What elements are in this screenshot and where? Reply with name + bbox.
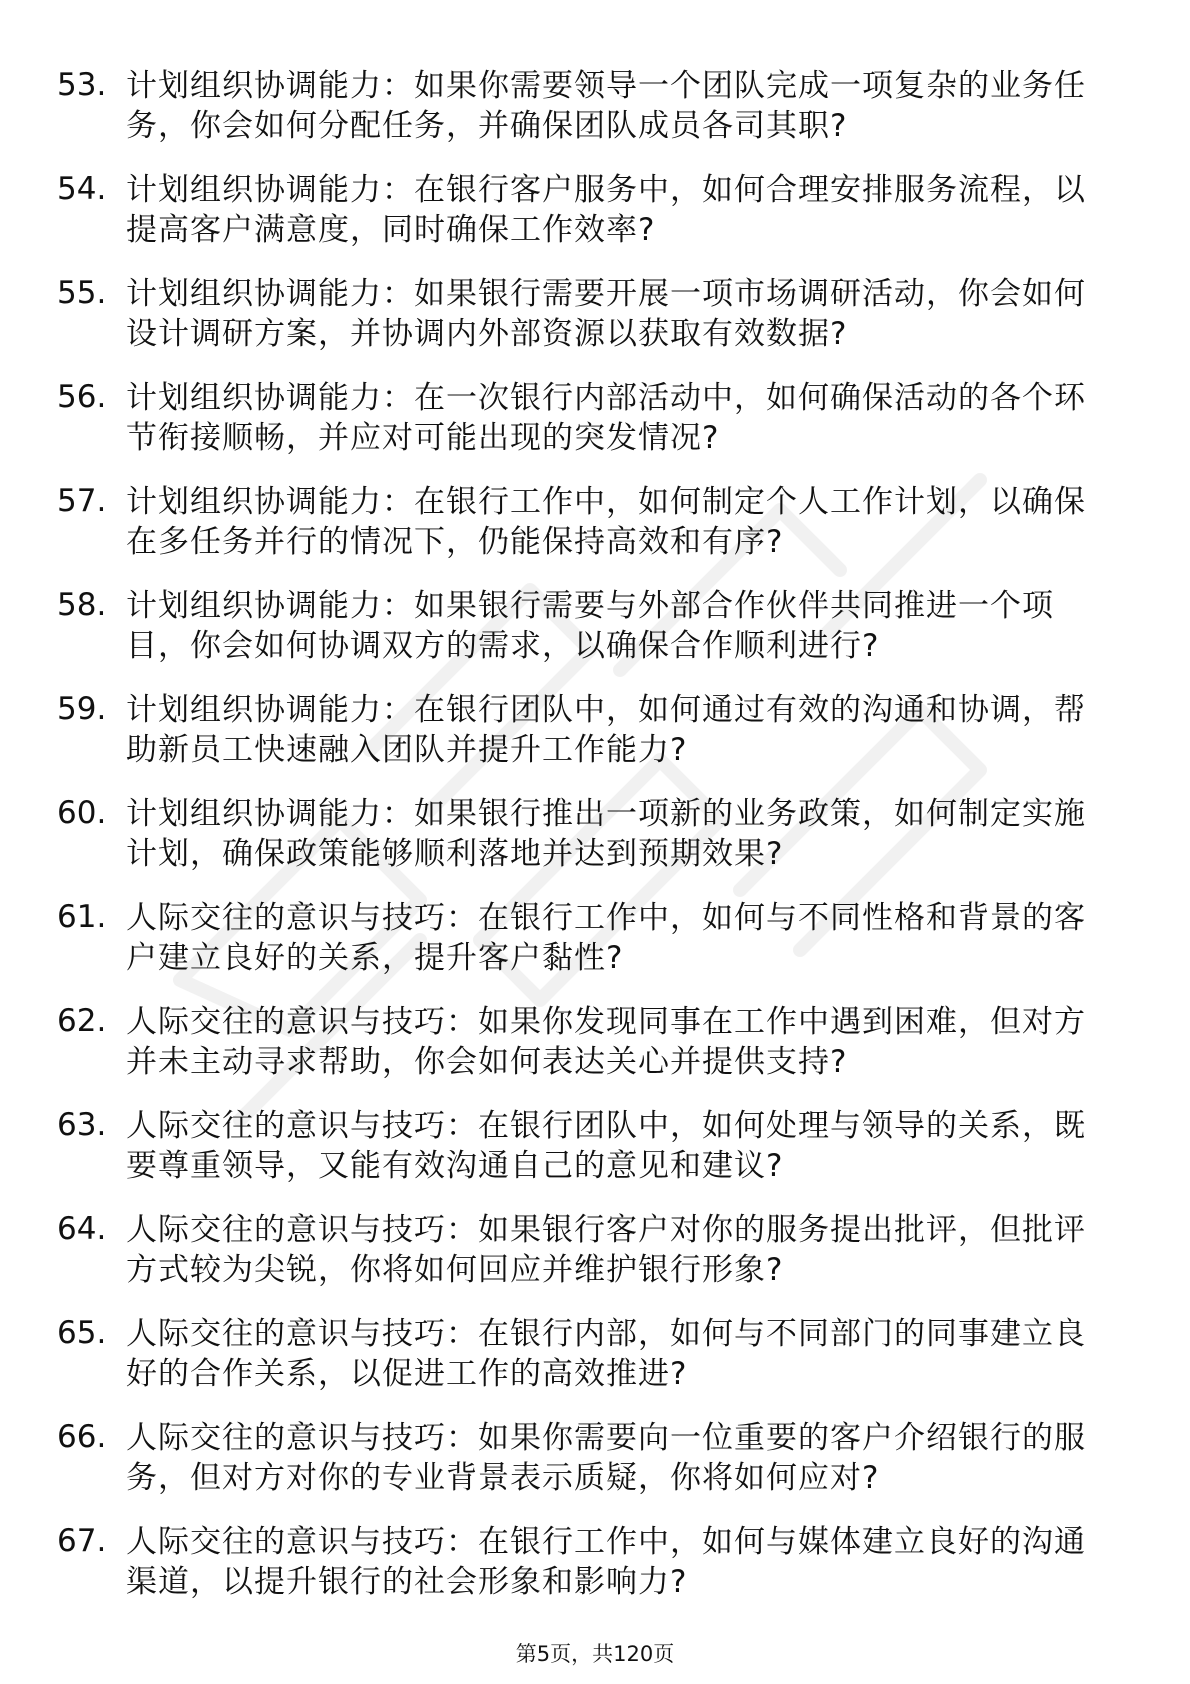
question-number: 67. [57,1523,107,1559]
question-text: 人际交往的意识与技巧：在银行团队中，如何处理与领导的关系，既要尊重领导，又能有效沟通自己的意见和建议? [126,1108,1086,1184]
question-list [0,66,1190,1626]
list-item [0,1002,1190,1106]
list-item [0,1522,1190,1626]
question-text: 计划组织协调能力：在一次银行内部活动中，如何确保活动的各个环节衔接顺畅，并应对可能出现的突发情况? [126,380,1086,456]
list-item [0,1418,1190,1522]
list-item [0,66,1190,170]
question-number: 57. [57,483,107,519]
page-indicator: 第5页，共120页 [515,1642,675,1666]
list-item [0,482,1190,586]
question-number: 54. [57,171,107,207]
question-text: 计划组织协调能力：如果银行推出一项新的业务政策，如何制定实施计划，确保政策能够顺利落地并达到预期效果? [126,796,1086,872]
question-number: 66. [57,1419,107,1455]
page-footer [0,1641,1190,1667]
question-number: 64. [57,1211,107,1247]
question-number: 65. [57,1315,107,1351]
list-item [0,274,1190,378]
question-number: 59. [57,691,107,727]
question-number: 63. [57,1107,107,1143]
list-item [0,690,1190,794]
question-text: 计划组织协调能力：如果你需要领导一个团队完成一项复杂的业务任务，你会如何分配任务，并确保团队成员各司其职? [126,68,1086,144]
question-number: 56. [57,379,107,415]
question-number: 61. [57,899,107,935]
question-number: 55. [57,275,107,311]
question-text: 计划组织协调能力：在银行团队中，如何通过有效的沟通和协调，帮助新员工快速融入团队并提升工作能力? [126,692,1086,768]
question-number: 58. [57,587,107,623]
question-text: 人际交往的意识与技巧：如果你需要向一位重要的客户介绍银行的服务，但对方对你的专业背景表示质疑，你将如何应对? [126,1420,1086,1496]
question-text: 计划组织协调能力：如果银行需要开展一项市场调研活动，你会如何设计调研方案，并协调内外部资源以获取有效数据? [126,276,1086,352]
list-item [0,586,1190,690]
question-text: 计划组织协调能力：如果银行需要与外部合作伙伴共同推进一个项目，你会如何协调双方的需求，以确保合作顺利进行? [126,588,1054,664]
list-item [0,378,1190,482]
question-number: 60. [57,795,107,831]
question-number: 53. [57,67,107,103]
question-text: 人际交往的意识与技巧：在银行工作中，如何与媒体建立良好的沟通渠道，以提升银行的社会形象和影响力? [126,1524,1086,1600]
question-text: 计划组织协调能力：在银行客户服务中，如何合理安排服务流程，以提高客户满意度，同时确保工作效率? [126,172,1086,248]
question-number: 62. [57,1003,107,1039]
list-item [0,170,1190,274]
list-item [0,1210,1190,1314]
list-item [0,794,1190,898]
list-item [0,1314,1190,1418]
question-text: 人际交往的意识与技巧：在银行内部，如何与不同部门的同事建立良好的合作关系，以促进工作的高效推进? [126,1316,1086,1392]
list-item [0,1106,1190,1210]
question-text: 人际交往的意识与技巧：如果银行客户对你的服务提出批评，但批评方式较为尖锐，你将如何回应并维护银行形象? [126,1212,1086,1288]
list-item [0,898,1190,1002]
question-text: 人际交往的意识与技巧：在银行工作中，如何与不同性格和背景的客户建立良好的关系，提升客户黏性? [126,900,1086,976]
question-text: 人际交往的意识与技巧：如果你发现同事在工作中遇到困难，但对方并未主动寻求帮助，你会如何表达关心并提供支持? [126,1004,1086,1080]
question-text: 计划组织协调能力：在银行工作中，如何制定个人工作计划，以确保在多任务并行的情况下，仍能保持高效和有序? [126,484,1086,560]
